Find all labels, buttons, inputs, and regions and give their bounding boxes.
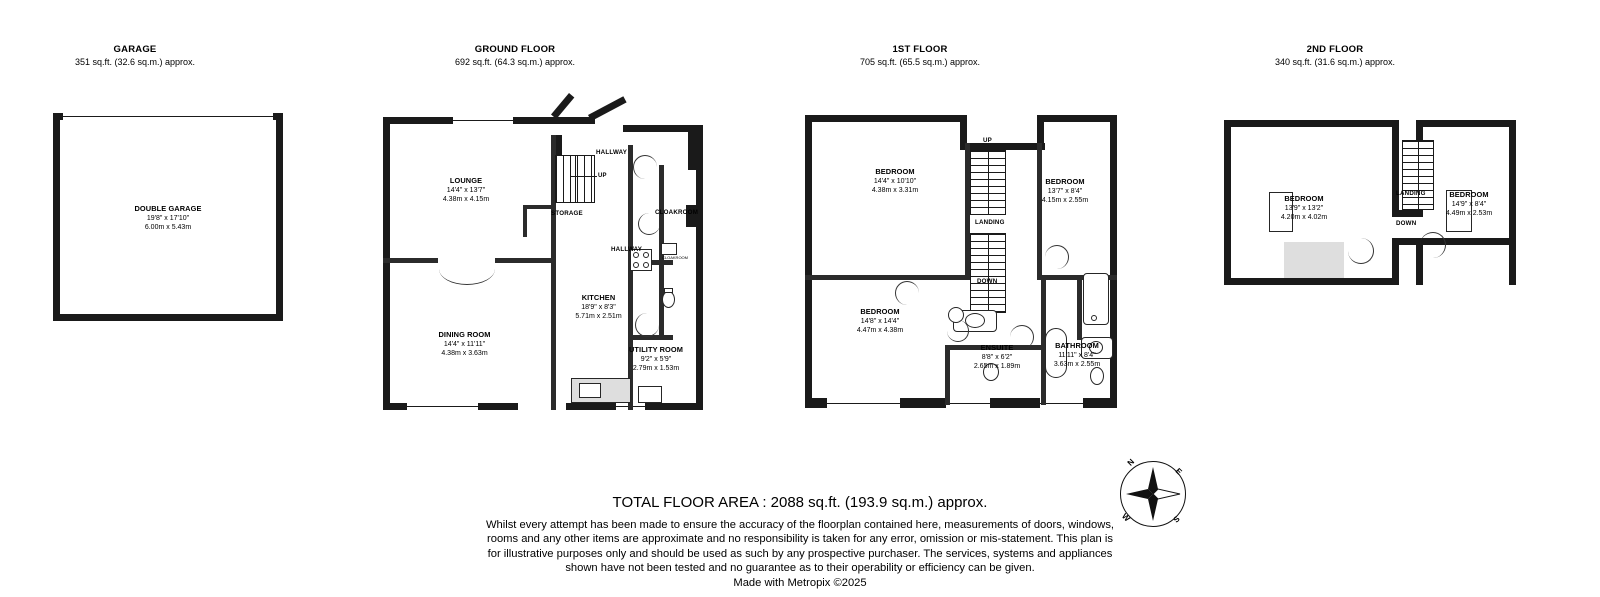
door-arc: [947, 320, 969, 342]
room-name: BATHROOM: [1055, 341, 1099, 350]
wall: [383, 117, 453, 124]
floor-area: 692 sq.ft. (64.3 sq.m.) approx.: [454, 57, 576, 67]
wall: [645, 403, 703, 410]
floor-heading-ground: [365, 44, 665, 68]
stair-centreline: [988, 233, 989, 313]
utility-appliance: [638, 386, 662, 403]
wall: [960, 143, 1045, 150]
door-arc: [439, 253, 495, 285]
room-name: BEDROOM: [875, 167, 915, 176]
cloakroom-sublabel: CLOAKROOM: [662, 255, 689, 260]
room-dim-metric: 5.71m x 2.51m: [575, 313, 622, 320]
wall: [688, 125, 703, 170]
room-utility: [611, 345, 701, 374]
room-bedroom-1: [825, 167, 965, 196]
garage-door-opening: [62, 116, 274, 117]
ground-floorplan: [383, 95, 703, 415]
wall: [53, 113, 60, 321]
room-dim-imperial: 13'7" x 8'4": [1047, 187, 1083, 195]
wall: [513, 117, 555, 124]
room-dim-imperial: 9'2" x 5'9": [640, 355, 672, 363]
hallway-label: HALLWAY: [596, 149, 628, 156]
wall: [383, 117, 390, 410]
door-arc: [895, 281, 919, 305]
room-dim-metric: 2.79m x 1.53m: [632, 365, 680, 372]
room-name: BEDROOM: [1045, 177, 1085, 186]
wall: [551, 93, 574, 119]
stair-centreline: [988, 150, 989, 215]
room-name: KITCHEN: [581, 293, 616, 302]
wall: [276, 113, 283, 321]
wall: [900, 398, 946, 408]
floor-title: 1ST FLOOR: [892, 44, 948, 55]
room-kitchen: [531, 293, 666, 322]
floor-area: 705 sq.ft. (65.5 sq.m.) approx.: [859, 57, 981, 67]
room-dim-metric: 6.00m x 5.43m: [144, 224, 192, 231]
window: [945, 403, 991, 404]
room-dining: [392, 330, 537, 359]
wall: [1392, 245, 1399, 285]
compass-west-label: W: [1119, 511, 1132, 524]
compass-east-label: E: [1173, 466, 1184, 477]
wall: [566, 403, 616, 410]
landing-label: LANDING: [1396, 190, 1426, 197]
room-name: DOUBLE GARAGE: [134, 204, 202, 213]
floor-area: 340 sq.ft. (31.6 sq.m.) approx.: [1274, 57, 1396, 67]
hob-ring: [643, 262, 649, 268]
door-arc: [633, 155, 657, 179]
hob-ring: [633, 262, 639, 268]
eaves-shading: [1284, 242, 1344, 278]
storage-label: STORAGE: [551, 210, 583, 217]
room-name: BEDROOM: [860, 307, 900, 316]
door-arc: [1420, 232, 1446, 258]
wall: [1392, 120, 1399, 215]
wall: [1037, 115, 1117, 122]
room-lounge: [396, 176, 536, 205]
garage-floorplan: [53, 113, 283, 323]
wall: [805, 115, 965, 122]
wall: [1083, 398, 1117, 408]
stair-down-label: DOWN: [977, 278, 998, 285]
disclaimer-text: Whilst every attempt has been made to ensure the accuracy of the floorplan contained here, measurements of doors, windows, rooms and any other items are approximate and no responsibility is taken for any error, omission or mis-statement. This plan is for illustrative purposes only and should be used as such by any prospective purchaser. The services, systems and appliances shown have not been tested and no guarantee as to their operability or efficiency can be given.: [485, 518, 1115, 575]
wall-internal: [1037, 143, 1042, 278]
wall: [805, 398, 827, 408]
wall-internal: [805, 275, 970, 280]
stair-down-label: DOWN: [1396, 220, 1417, 227]
total-floor-area: TOTAL FLOOR AREA : 2088 sq.ft. (193.9 sq.m.) approx.: [612, 493, 988, 511]
room-bathroom: [1027, 341, 1127, 370]
room-dim-imperial: 14'4" x 13'7": [446, 186, 486, 194]
room-name: LOUNGE: [449, 176, 483, 185]
room-dim-metric: 4.15m x 2.55m: [1041, 197, 1089, 204]
room-dim-metric: 2.65m x 1.89m: [973, 363, 1021, 370]
wall: [53, 314, 283, 321]
room-name: DINING ROOM: [438, 330, 491, 339]
stair-up-label: UP: [983, 137, 992, 144]
wall-internal: [523, 205, 527, 237]
room-bedroom-4: [1234, 194, 1374, 223]
room-name: BEDROOM: [1449, 190, 1489, 199]
footer: [0, 492, 1600, 591]
wall: [1416, 120, 1516, 127]
room-dim-imperial: 14'4" x 10'10": [873, 177, 917, 185]
wall: [1224, 120, 1231, 285]
basin-fixture: [661, 243, 677, 255]
wall-internal: [633, 335, 673, 340]
wall: [1224, 120, 1399, 127]
wall-internal: [1077, 280, 1082, 340]
stair-centreline: [575, 155, 576, 203]
window: [808, 147, 809, 207]
landing-label: LANDING: [975, 219, 1005, 226]
stair-arrow: [571, 176, 597, 177]
room-dim-imperial: 14'9" x 8'4": [1451, 200, 1487, 208]
first-floorplan: [805, 115, 1123, 410]
floor-heading-garage: [0, 44, 285, 68]
window: [406, 406, 479, 407]
wall: [588, 96, 627, 121]
room-dim-metric: 4.49m x 2.53m: [1445, 210, 1493, 217]
room-dim-imperial: 13'9" x 13'2": [1284, 204, 1324, 212]
hob-ring: [643, 252, 649, 258]
room-dim-imperial: 18'9" x 8'3": [581, 303, 616, 311]
compass-south-label: S: [1171, 514, 1182, 525]
floor-title: 2ND FLOOR: [1306, 44, 1364, 55]
room-dim-imperial: 14'4" x 11'11": [443, 340, 486, 348]
room-dim-imperial: 8'8" x 6'2": [981, 353, 1013, 361]
wall-internal: [523, 205, 553, 209]
door-arc: [1045, 245, 1069, 269]
wall: [478, 403, 518, 410]
room-bedroom-2: [1010, 177, 1120, 206]
wall: [990, 398, 1040, 408]
floor-heading-first: [770, 44, 1070, 68]
cloakroom-label: CLOAKROOM: [655, 209, 699, 216]
room-name: BEDROOM: [1284, 194, 1324, 203]
sink-fixture: [579, 383, 601, 398]
room-bedroom-3: [815, 307, 945, 336]
room-dim-imperial: 14'8" x 14'4": [860, 317, 900, 325]
room-bedroom-5: [1414, 190, 1524, 219]
room-dim-metric: 4.47m x 4.38m: [856, 327, 904, 334]
room-dim-imperial: 11'11" x 8'4": [1058, 351, 1096, 359]
room-name: UTILITY ROOM: [628, 345, 684, 354]
wall: [383, 403, 407, 410]
window: [808, 315, 809, 370]
window: [452, 120, 514, 121]
compass-north-label: N: [1125, 457, 1137, 468]
floor-title: GARAGE: [113, 44, 157, 55]
wall: [1224, 278, 1399, 285]
credit-text: Made with Metropix ©2025: [733, 577, 867, 589]
stair-direction-label: UP: [598, 173, 607, 179]
bath-plug: [1091, 315, 1097, 321]
window: [826, 403, 901, 404]
door-arc: [1348, 238, 1374, 264]
floor-title: GROUND FLOOR: [474, 44, 556, 55]
room-name: ENSUITE: [980, 343, 1014, 352]
wall: [273, 113, 283, 120]
floor-area: 351 sq.ft. (32.6 sq.m.) approx.: [74, 57, 196, 67]
floor-heading-second: [1185, 44, 1485, 68]
wall-internal: [551, 245, 556, 410]
room-dim-metric: 4.38m x 4.15m: [442, 196, 490, 203]
second-floorplan: [1224, 120, 1514, 290]
room-dim-metric: 4.38m x 3.31m: [871, 187, 919, 194]
room-dim-metric: 3.63m x 2.55m: [1053, 361, 1101, 368]
hallway-label-2: HALLWAY: [611, 246, 643, 253]
wall-internal: [495, 258, 552, 263]
door-arc: [638, 213, 660, 235]
room-dim-metric: 4.20m x 4.02m: [1280, 214, 1328, 221]
wc-fixture: [1090, 367, 1104, 385]
wall-internal: [383, 258, 438, 263]
room-dim-imperial: 19'8" x 17'10": [146, 214, 190, 222]
room-dim-metric: 4.38m x 3.63m: [441, 350, 488, 357]
room-double-garage: [88, 204, 248, 233]
